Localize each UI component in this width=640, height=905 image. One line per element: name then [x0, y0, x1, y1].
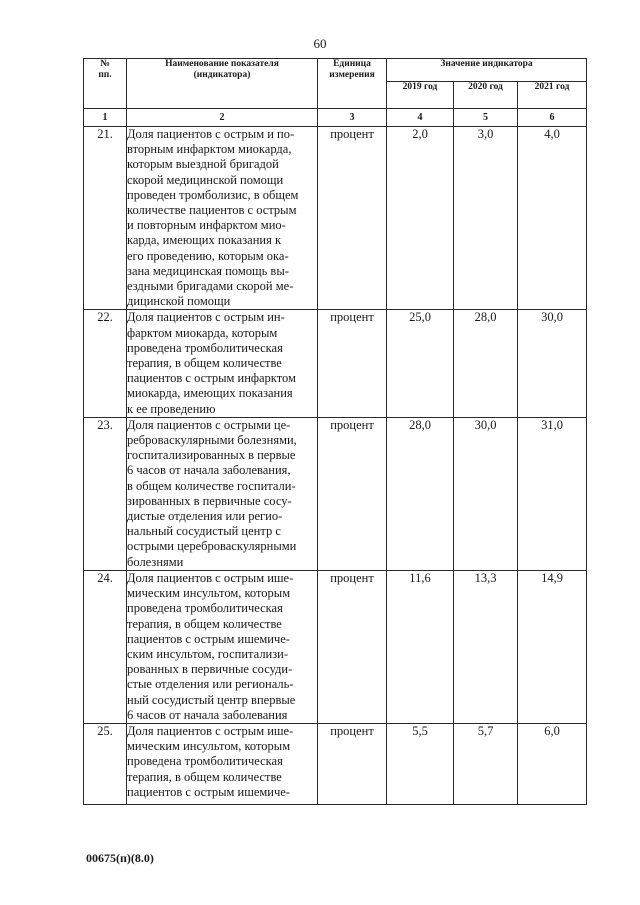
column-index-cell: 6	[518, 109, 587, 127]
value-2021: 30,0	[518, 310, 587, 417]
indicator-name: Доля пациентов с острыми це- ребровaскулярными болезнями, госпитализированных в первые 6 часов от начала заболевания, в общем количестве госпитали- зированных в первичные сосу- дистые отделения или регио- нальный сосудистый центр с острыми цереброваскулярными болезнями	[127, 417, 318, 570]
indicator-name: Доля пациентов с острым ише- мическим инсультом, которым проведена тромболитическая терапия, в общем количестве пациентов с острым ишемиче-	[127, 723, 318, 804]
header-unit-label: Единица измерения	[329, 59, 375, 80]
indicator-unit: процент	[318, 127, 387, 310]
value-2020: 28,0	[454, 310, 518, 417]
header-number-label: № пп.	[98, 59, 112, 80]
value-2020: 5,7	[454, 723, 518, 804]
value-2020: 3,0	[454, 127, 518, 310]
indicator-name: Доля пациентов с острым и по- вторным инфарктом миокарда, которым выездной бригадой скорой медицинской помощи проведен тромболизис, в общем количестве пациентов с острым и повторным инфарктом мио- карда, имеющих показания к его проведению, которым ока- зана медицинская помощь вы- ездными бригадами скорой ме- дицинской помощи	[127, 127, 318, 310]
indicators-table	[83, 58, 587, 805]
header-year-2019: 2019 год	[387, 82, 454, 109]
header-year-2021: 2021 год	[518, 82, 587, 109]
row-number: 25.	[84, 723, 127, 804]
column-index-cell: 5	[454, 109, 518, 127]
header-number	[84, 59, 127, 109]
row-number: 22.	[84, 310, 127, 417]
table-row	[84, 570, 587, 723]
column-index-cell: 2	[127, 109, 318, 127]
indicator-name: Доля пациентов с острым ин- фарктом миокарда, которым проведена тромболитическая терапия, в общем количестве пациентов с острым инфарктом миокарда, имеющих показания к ее проведению	[127, 310, 318, 417]
header-indicator-name	[127, 59, 318, 109]
value-2021: 4,0	[518, 127, 587, 310]
column-index-cell: 1	[84, 109, 127, 127]
indicator-name: Доля пациентов с острым ише- мическим инсультом, которым проведена тромболитическая терапия, в общем количестве пациентов с острым ишемиче- ским инсультом, госпитализи- рованных в первичные сосуди- стые отделения или региональ- ный сосудистый центр впервые 6 часов от начала заболевания	[127, 570, 318, 723]
value-2019: 28,0	[387, 417, 454, 570]
value-2019: 5,5	[387, 723, 454, 804]
row-number: 21.	[84, 127, 127, 310]
header-unit	[318, 59, 387, 109]
value-2021: 6,0	[518, 723, 587, 804]
value-2020: 13,3	[454, 570, 518, 723]
indicator-unit: процент	[318, 570, 387, 723]
value-2019: 11,6	[387, 570, 454, 723]
value-2021: 14,9	[518, 570, 587, 723]
row-number: 24.	[84, 570, 127, 723]
header-year-2020: 2020 год	[454, 82, 518, 109]
indicator-unit: процент	[318, 310, 387, 417]
value-2019: 25,0	[387, 310, 454, 417]
indicator-unit: процент	[318, 417, 387, 570]
value-2020: 30,0	[454, 417, 518, 570]
header-indicator-values: Значение индикатора	[387, 59, 587, 82]
column-index-row	[84, 109, 587, 127]
row-number: 23.	[84, 417, 127, 570]
header-indicator-name-label: Наименование показателя (индикатора)	[165, 59, 279, 80]
document-code: 00675(п)(8.0)	[86, 851, 154, 865]
table-row	[84, 127, 587, 310]
indicator-unit: процент	[318, 723, 387, 804]
value-2019: 2,0	[387, 127, 454, 310]
column-index-cell: 4	[387, 109, 454, 127]
table-row	[84, 310, 587, 417]
column-index-cell: 3	[318, 109, 387, 127]
value-2021: 31,0	[518, 417, 587, 570]
table-row	[84, 723, 587, 804]
table-row	[84, 417, 587, 570]
page-number: 60	[313, 36, 327, 51]
